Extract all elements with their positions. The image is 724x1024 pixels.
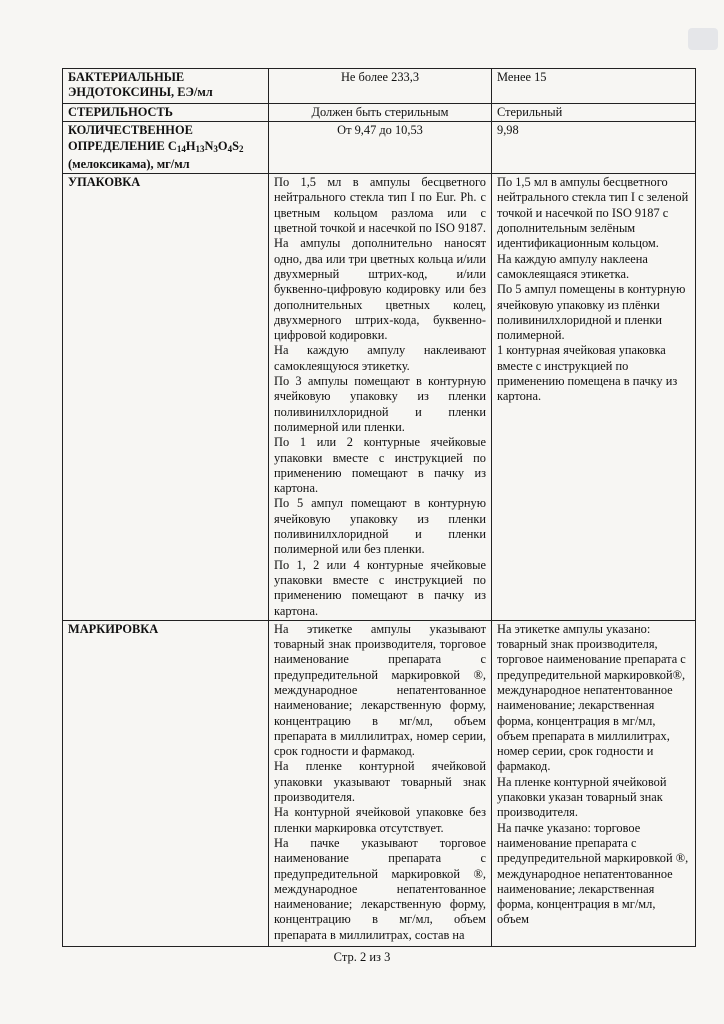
formula-h-count: 13 (195, 143, 205, 154)
formula-s: S (232, 138, 239, 153)
row-label (63, 122, 269, 174)
packaging-result-paragraph: 1 контурная ячейковая упаковка вместе с инструкцией по применению помещена в пачку из картона. (497, 343, 678, 404)
assay-label-prefix: ОПРЕДЕЛЕНИЕ C (68, 138, 177, 153)
marking-requirement-paragraph: На пачке указывают торговое наименование препарата с предупредительной маркировкой ®, международное непатентованное наименование; лекарственную форму, концентрацию в мг/мл, объем препарата в миллилитрах, состав на (274, 835, 486, 942)
assay-label-line2 (68, 139, 263, 157)
packaging-requirement-paragraph: По 3 ампулы помещают в контурную ячейковую упаковку из пленки поливинилхлоридной и пленки полимерной или пленки. (274, 374, 486, 434)
marking-result-paragraph: На этикетке ампулы указано: товарный знак производителя, торговое наименование препарата с предупредительной маркировкой®, международное непатентованное наименование; лекарственная форма, концентрация в мг/мл, объем препарата в миллилитрах, номер серии, срок годности и фармакод. (497, 621, 686, 774)
formula-h: H (185, 138, 196, 153)
table-row (63, 104, 696, 122)
formula-n: N (204, 138, 214, 153)
page-number: Стр. 2 из 3 (333, 950, 391, 964)
packaging-requirement-paragraph: По 1, 2 или 4 контурные ячейковые упаковки вместе с инструкцией по применению помещают в пачку из картона. (274, 557, 486, 618)
requirement-cell: Должен быть стерильным (269, 104, 492, 122)
requirement-cell: От 9,47 до 10,53 (269, 122, 492, 174)
formula-o: O (217, 138, 228, 153)
row-label: УПАКОВКА (63, 174, 269, 621)
result-cell: Стерильный (492, 104, 696, 122)
table-row (63, 620, 696, 946)
result-cell (492, 174, 696, 621)
row-label: СТЕРИЛЬНОСТЬ (63, 104, 269, 122)
requirement-cell (269, 174, 492, 621)
formula-c-count: 14 (176, 143, 186, 154)
assay-label-line1: КОЛИЧЕСТВЕННОЕ (68, 123, 193, 138)
corner-mark (688, 28, 718, 50)
packaging-requirement-paragraph: На каждую ампулу наклеивают самоклеящуюся этикетку. (274, 343, 486, 373)
marking-result-paragraph: На пачке указано: торговое наименование препарата с предупредительной маркировкой ®, международное непатентованное наименование; лекарственная форма, концентрация в мг/мл, объем (497, 820, 689, 927)
formula-o-count: 4 (227, 143, 233, 154)
table-row (63, 174, 696, 621)
requirement-cell (269, 620, 492, 946)
marking-requirement-paragraph: На этикетке ампулы указывают товарный знак производителя, торговое наименование препарата с предупредительной маркировкой ®, международное непатентованное наименование; лекарственную форму, концентрацию в мг/мл, объем препарата в миллилитрах, номер серии, срок годности и фармакод. (274, 621, 486, 759)
packaging-requirement-paragraph: По 1 или 2 контурные ячейковые упаковки вместе с инструкцией по применению помещают в пачку из картона. (274, 435, 486, 496)
packaging-result-paragraph: На каждую ампулу наклеена самоклеящаяся этикетка. (497, 251, 648, 281)
marking-requirement-paragraph: На пленке контурной ячейковой упаковки указывают товарный знак производителя. (274, 759, 486, 805)
assay-label-line3: (мелоксикама), мг/мл (68, 156, 190, 171)
result-cell: 9,98 (492, 122, 696, 174)
packaging-result-paragraph: По 1,5 мл в ампулы бесцветного нейтрального стекла тип I с зеленой точкой и насечкой по ISO 9187 с дополнительным зелёным идентификационным кольцом. (497, 175, 689, 251)
formula-n-count: 3 (213, 143, 218, 154)
table-row (63, 69, 696, 104)
packaging-requirement-paragraph: По 1,5 мл в ампулы бесцветного нейтрального стекла тип I по Eur. Ph. с цветным кольцом разлома или с цветной точкой и насечкой по ISO 9187. На ампулы дополнительно наносят одно, два или три цветных кольца и/или двухмерный штрих-код, и/или буквенно-цифровую кодировку или без дополнительных цветных колец, двухмерного штрих-кода, буквенно-цифровой кодировки. (274, 175, 486, 343)
result-cell: Менее 15 (492, 69, 696, 104)
packaging-result-paragraph: По 5 ампул помещены в контурную ячейковую упаковку из плёнки поливинилхлоридной и пленки полимерной. (497, 282, 686, 343)
packaging-requirement-paragraph: По 5 ампул помещают в контурную ячейковую упаковку из пленки поливинилхлоридной и пленки полимерной или без пленки. (274, 496, 486, 557)
result-cell (492, 620, 696, 946)
row-label: МАРКИРОВКА (63, 620, 269, 946)
requirement-cell: Не более 233,3 (269, 69, 492, 104)
table-row (63, 122, 696, 174)
specification-table (62, 68, 696, 947)
row-label (63, 69, 269, 104)
formula-s-count: 2 (238, 143, 244, 154)
marking-requirement-paragraph: На контурной ячейковой упаковке без пленки маркировка отсутствует. (274, 805, 486, 835)
marking-result-paragraph: На пленке контурной ячейковой упаковки указан товарный знак производителя. (497, 774, 667, 820)
bacterial-endotoxins-label: БАКТЕРИАЛЬНЫЕ ЭНДОТОКСИНЫ, ЕЭ/мл (68, 70, 213, 100)
